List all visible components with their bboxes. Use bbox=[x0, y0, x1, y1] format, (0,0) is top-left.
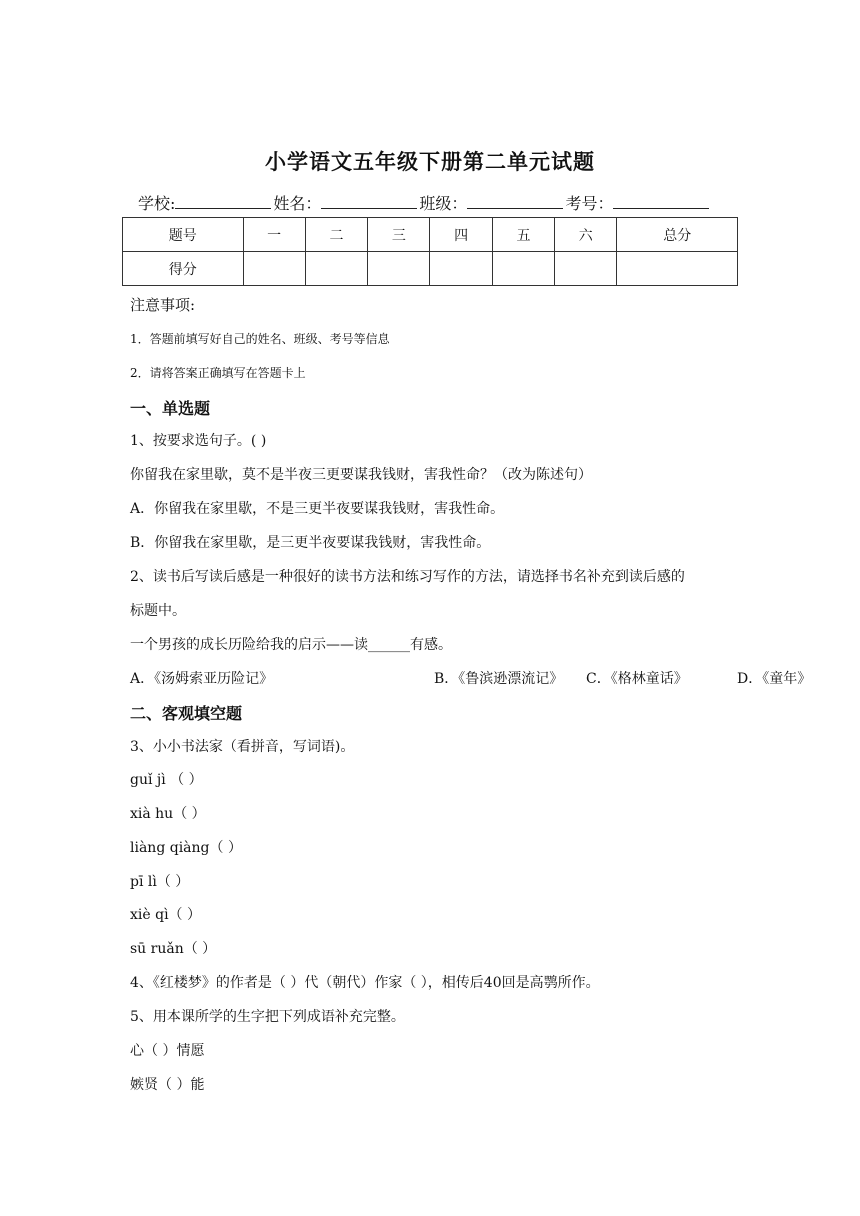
page-title: 小学语文五年级下册第二单元试题 bbox=[265, 149, 595, 174]
q3-item: liàng qiàng（ ） bbox=[130, 840, 242, 856]
score-header-cell: 二 bbox=[305, 218, 367, 252]
notes-heading: 注意事项: bbox=[130, 296, 196, 314]
score-table bbox=[122, 217, 738, 286]
student-info-line bbox=[138, 191, 711, 214]
q1-sentence: 你留我在家里歇，莫不是半夜三更要谋我钱财，害我性命？（改为陈述句） bbox=[130, 467, 592, 483]
q2-option-a: A．《汤姆索亚历险记》 bbox=[130, 671, 274, 687]
q3-item: guǐ jì （ ） bbox=[130, 772, 203, 788]
q2-title-line: 一个男孩的成长历险给我的启示——读______有感。 bbox=[130, 637, 452, 653]
q3-item: xià hu（ ） bbox=[130, 806, 206, 822]
score-header-cell: 三 bbox=[368, 218, 430, 252]
score-cell bbox=[305, 252, 367, 286]
score-cell bbox=[368, 252, 430, 286]
q5-item: 心（ ）情愿 bbox=[130, 1043, 205, 1059]
score-cell bbox=[430, 252, 492, 286]
number-blank bbox=[613, 194, 709, 209]
q1-option-b: B．你留我在家里歇，是三更半夜要谋我钱财，害我性命。 bbox=[130, 535, 491, 551]
section2-heading: 二、客观填空题 bbox=[130, 704, 243, 723]
q2-stem-line1: 2、读书后写读后感是一种很好的读书方法和练习写作的方法，请选择书名补充到读后感的 bbox=[130, 569, 685, 585]
score-cell bbox=[617, 252, 738, 286]
note-item: 2．请将答案正确填写在答题卡上 bbox=[130, 366, 306, 380]
q5-item: 嫉贤（ ）能 bbox=[130, 1077, 205, 1093]
q2-option-b: B．《鲁滨逊漂流记》 bbox=[434, 671, 564, 687]
q3-stem: 3、小小书法家（看拼音，写词语)。 bbox=[130, 739, 355, 755]
q5-stem: 5、用本课所学的生字把下列成语补充完整。 bbox=[130, 1009, 405, 1025]
q1-option-a: A．你留我在家里歇，不是三更半夜要谋我钱财，害我性命。 bbox=[130, 501, 505, 517]
class-blank bbox=[467, 194, 563, 209]
score-header-cell: 四 bbox=[430, 218, 492, 252]
name-label: 姓名： bbox=[273, 194, 322, 213]
score-cell bbox=[555, 252, 617, 286]
q3-item: xiè qì（ ） bbox=[130, 907, 201, 923]
q3-item: pī lì（ ） bbox=[130, 874, 190, 890]
name-blank bbox=[321, 194, 417, 209]
q2-stem-line2: 标题中。 bbox=[130, 603, 186, 619]
school-blank bbox=[175, 194, 271, 209]
score-row-label: 得分 bbox=[123, 252, 244, 286]
score-header-cell: 一 bbox=[243, 218, 305, 252]
score-cell bbox=[243, 252, 305, 286]
note-item: 1．答题前填写好自己的姓名、班级、考号等信息 bbox=[130, 332, 390, 346]
q4-line: 4、《红楼梦》的作者是（ ）代（朝代）作家（ ），相传后40回是高鹗所作。 bbox=[130, 975, 600, 991]
score-header-cell: 总分 bbox=[617, 218, 738, 252]
score-header-cell: 题号 bbox=[123, 218, 244, 252]
score-table-score-row bbox=[123, 252, 738, 286]
score-cell bbox=[492, 252, 554, 286]
score-header-cell: 五 bbox=[492, 218, 554, 252]
section1-heading: 一、单选题 bbox=[130, 399, 211, 418]
q2-option-d: D．《童年》 bbox=[737, 671, 812, 687]
q3-item: sū ruǎn（ ） bbox=[130, 941, 217, 957]
number-label: 考号： bbox=[565, 194, 614, 213]
score-table-header-row bbox=[123, 218, 738, 252]
q1-stem: 1、按要求选句子。( ) bbox=[130, 433, 267, 449]
score-header-cell: 六 bbox=[555, 218, 617, 252]
q2-option-c: C．《格林童话》 bbox=[586, 671, 688, 687]
school-label: 学校: bbox=[138, 194, 176, 213]
class-label: 班级： bbox=[419, 194, 468, 213]
